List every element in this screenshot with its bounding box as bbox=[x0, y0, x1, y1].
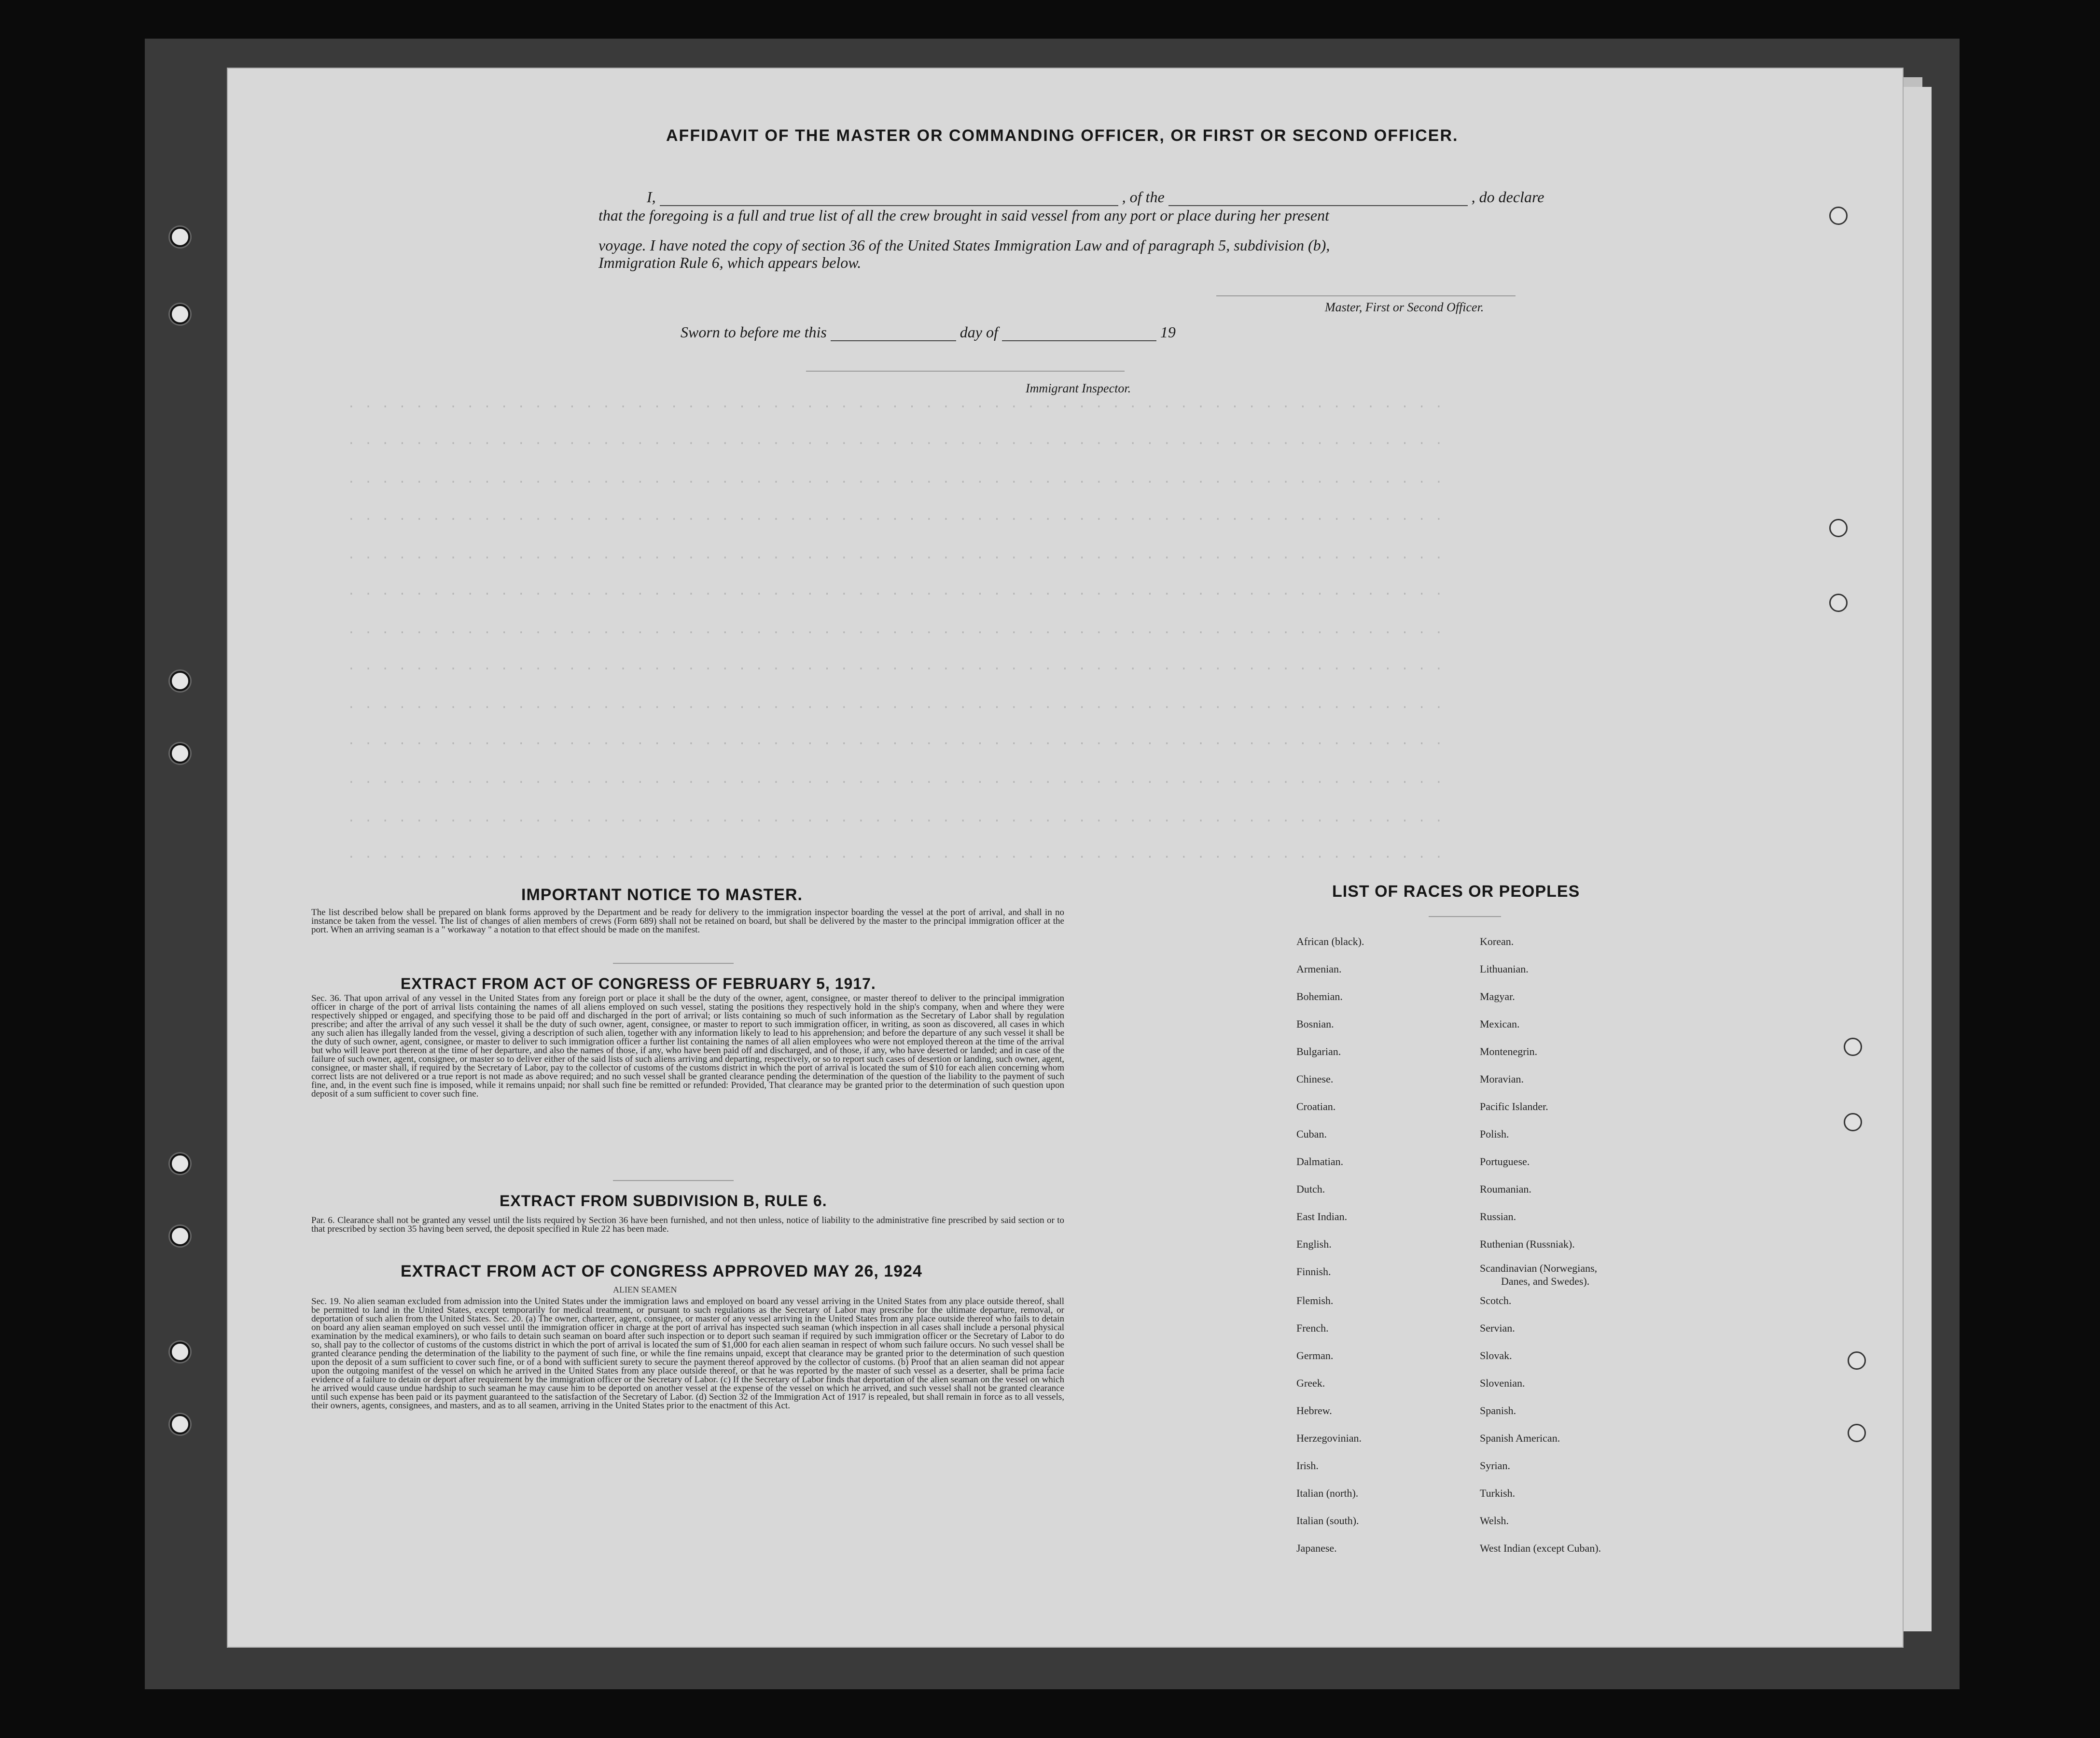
race-item: Slovenian. bbox=[1480, 1377, 1525, 1389]
affidavit-first-line bbox=[647, 188, 1544, 206]
extract-1924-title: EXTRACT FROM ACT OF CONGRESS APPROVED MAY 26, 1924 bbox=[401, 1262, 922, 1280]
race-item: Mexican. bbox=[1480, 1018, 1520, 1030]
day-of-label: day of bbox=[960, 323, 998, 341]
inspector-signature-line[interactable] bbox=[806, 371, 1125, 372]
affidavit-line-1: that the foregoing is a full and true list of all the crew brought in said vessel from any port or place during her present bbox=[598, 207, 1329, 224]
races-title: LIST OF RACES OR PEOPLES bbox=[1332, 882, 1580, 901]
year-label: 19 bbox=[1160, 323, 1176, 341]
race-item: Bosnian. bbox=[1296, 1018, 1334, 1030]
race-item: Italian (north). bbox=[1296, 1487, 1359, 1499]
notice-text: The list described below shall be prepared on blank forms approved by the Department and be ready for delivery to the immigration inspector boarding the vessel at the port of arrival, and shall in no instance be taken from the vessel. The list of changes of alien members of crews (Form 689) shall not be retained on board, but shall be delivered by the master to the principal immigration officer at the port. When an arriving seaman is a " workaway " a notation to that effect should be made on the manifest. bbox=[311, 907, 1064, 935]
race-item: Lithuanian. bbox=[1480, 963, 1529, 975]
race-item: Chinese. bbox=[1296, 1073, 1334, 1085]
punch-hole bbox=[1829, 519, 1848, 537]
extract-1917-text: Sec. 36. That upon arrival of any vessel in the United States from any foreign port or place it shall be the duty of the owner, agent, consignee, or master thereof to deliver to the principal immigration officer in charge of the port of arrival lists containing the names of all aliens employed on such vessel, stating the positions they respectively hold in the ship's company, when and where they were respectively shipped or engaged, and specifying those to be paid off and discharged in the port of arrival; or lists containing so much of such information as the Secretary of Labor shall by regulation prescribe; and after the arrival of any such vessel it shall be the duty of such owner, agent, consignee, or master to report to such immigration officer, in writing, as soon as discovered, all cases in which any such alien has illegally landed from the vessel, giving a description of such alien, together with any information likely to lead to his apprehension; and before the departure of any such vessel it shall be the duty of such owner, agent, consignee, or master to deliver to such immigration officer a further list containing the names of all alien employees who were not employed thereon at the time of the arrival but who will leave port thereon at the time of her departure, and also the names of those, if any, who have been paid off and discharged, and of those, if any, who have deserted or landed; and in case of the failure of such owner, agent, consignee, or master so to deliver either of the said lists of such aliens arriving and departing, respectively, or so to report such cases of desertion or landing, such owner, agent, consignee, or master shall, if required by the Secretary of Labor, pay to the collector of customs of the customs district in which the port of arrival is located the sum of $10 for each alien concerning whom correct lists are not delivered or a true report is not made as above required; and no such vessel shall be granted clearance pending the determination of the question of the liability to the payment of such fine, and, in the event such fine is imposed, while it remains unpaid; nor shall such fine be remitted or refunded: Provided, That clearance may be granted prior to the determination of such question upon deposit of a sum sufficient to cover such fine. bbox=[311, 993, 1064, 1099]
race-item: German. bbox=[1296, 1349, 1334, 1362]
race-item: Hebrew. bbox=[1296, 1404, 1332, 1417]
race-item: Roumanian. bbox=[1480, 1183, 1531, 1195]
alien-seamen-subtitle: ALIEN SEAMEN bbox=[613, 1285, 677, 1294]
race-item: Dutch. bbox=[1296, 1183, 1325, 1195]
race-item: Scotch. bbox=[1480, 1294, 1512, 1307]
race-item: Herzegovinian. bbox=[1296, 1432, 1362, 1444]
affidavit-line-3: Immigration Rule 6, which appears below. bbox=[598, 254, 862, 271]
race-item: Bulgarian. bbox=[1296, 1045, 1341, 1057]
of-the-label: , of the bbox=[1122, 188, 1165, 206]
race-item: Flemish. bbox=[1296, 1294, 1334, 1307]
race-item: Spanish. bbox=[1480, 1404, 1516, 1417]
punch-hole bbox=[1829, 207, 1848, 225]
extract-1924-text: Sec. 19. No alien seaman excluded from admission into the United States under the immigration laws and employed on board any vessel arriving in the United States from any place outside thereof, shall be permitted to land in the United States, except temporarily for medical treatment, or pursuant to such regulations as the Secretary of Labor may prescribe for the ultimate departure, removal, or deportation of such alien from the United States. Sec. 20. (a) The owner, charterer, agent, consignee, or master of any vessel arriving in the United States from any place outside thereof who fails to detain on board any alien seaman employed on such vessel until the immigration officer in charge at the port of arrival has inspected such seaman (which inspection in all cases shall include a personal physical examination by the medical examiners), or who fails to detain such seaman on board after such inspection or to deport such seaman if required by such immigration officer or the Secretary of Labor to do so, shall pay to the collector of customs of the customs district in which the port of arrival is located the sum of $1,000 for each alien seaman in respect of whom such failure occurs. No such vessel shall be granted clearance pending the determination of the liability to the payment of such fine, or while the fine remains unpaid, except that clearance may be granted prior to the determination of such question upon the deposit of a sum sufficient to cover such fine, or of a bond with sufficient surety to secure the payment thereof approved by the collector of customs. (b) Proof that an alien seaman did not appear upon the outgoing manifest of the vessel on which he arrived in the United States from any place outside thereof, or that he was reported by the master of such vessel as a deserter, shall be prima facie evidence of a failure to detain or deport after requirement by the immigration officer or the Secretary of Labor. (c) If the Secretary of Labor finds that deportation of the alien seaman on the vessel on which he arrived would cause undue hardship to such seaman he may cause him to be deported on another vessel at the expense of the vessel on which he arrived, and such vessel shall not be granted clearance until such expense has been paid or its payment guaranteed to the satisfaction of the Secretary of Labor. (d) Section 32 of the Immigration Act of 1917 is repealed, but shall remain in force as to all vessels, their owners, agents, consignees, and masters, and as to all seamen, arriving in the United States prior to the enactment of this Act. bbox=[311, 1296, 1064, 1411]
notice-title: IMPORTANT NOTICE TO MASTER. bbox=[521, 886, 803, 904]
race-item: Cuban. bbox=[1296, 1128, 1327, 1140]
punch-hole bbox=[1844, 1113, 1862, 1131]
race-item: Moravian. bbox=[1480, 1073, 1524, 1085]
race-item: Slovak. bbox=[1480, 1349, 1512, 1362]
race-item: Finnish. bbox=[1296, 1265, 1331, 1278]
punch-hole bbox=[1829, 594, 1848, 612]
extract-1917-title: EXTRACT FROM ACT OF CONGRESS OF FEBRUARY 5, 1917. bbox=[401, 975, 876, 992]
race-item: Irish. bbox=[1296, 1460, 1319, 1472]
affidavit-title: AFFIDAVIT OF THE MASTER OR COMMANDING OFFICER, OR FIRST OR SECOND OFFICER. bbox=[666, 126, 1459, 145]
binding-hole bbox=[170, 1342, 190, 1362]
binding-hole bbox=[170, 1154, 190, 1174]
master-signature-line[interactable] bbox=[1216, 295, 1516, 296]
punch-hole bbox=[1848, 1424, 1866, 1442]
race-item: Syrian. bbox=[1480, 1460, 1510, 1472]
race-item: African (black). bbox=[1296, 935, 1364, 947]
day-blank[interactable] bbox=[831, 326, 956, 341]
race-item: Scandinavian (Norwegians, bbox=[1480, 1262, 1598, 1274]
inspector-label: Immigrant Inspector. bbox=[1026, 381, 1131, 395]
race-item: Korean. bbox=[1480, 935, 1514, 947]
race-item: Italian (south). bbox=[1296, 1515, 1359, 1527]
binding-hole bbox=[170, 743, 190, 764]
sworn-line bbox=[681, 323, 1176, 341]
race-item: Croatian. bbox=[1296, 1100, 1336, 1112]
race-item: Welsh. bbox=[1480, 1515, 1509, 1527]
divider bbox=[1429, 916, 1501, 917]
race-item: East Indian. bbox=[1296, 1210, 1348, 1223]
vessel-blank[interactable] bbox=[1168, 191, 1468, 206]
do-declare-label: , do declare bbox=[1471, 188, 1544, 206]
race-item: Polish. bbox=[1480, 1128, 1509, 1140]
race-item: Magyar. bbox=[1480, 990, 1515, 1002]
race-item: Turkish. bbox=[1480, 1487, 1516, 1499]
race-item: Greek. bbox=[1296, 1377, 1325, 1389]
race-item: Russian. bbox=[1480, 1210, 1516, 1223]
extract-rule6-text: Par. 6. Clearance shall not be granted any vessel until the lists required by Section 36 have been furnished, and not then unless, notice of liability to the administrative fine prescribed by said section or to that prescribed by section 35 having been served, the deposit specified in Rule 22 has been made. bbox=[311, 1215, 1064, 1234]
race-item: Japanese. bbox=[1296, 1542, 1337, 1554]
extract-rule6-title: EXTRACT FROM SUBDIVISION B, RULE 6. bbox=[500, 1192, 827, 1210]
race-item: Pacific Islander. bbox=[1480, 1100, 1548, 1112]
master-signature-label: Master, First or Second Officer. bbox=[1325, 300, 1484, 314]
binding-hole bbox=[170, 1414, 190, 1434]
name-blank[interactable] bbox=[660, 191, 1118, 206]
race-item: Portuguese. bbox=[1480, 1155, 1530, 1168]
binding-hole bbox=[170, 1226, 190, 1246]
race-item: Armenian. bbox=[1296, 963, 1342, 975]
binding-hole bbox=[170, 671, 190, 691]
race-item: West Indian (except Cuban). bbox=[1480, 1542, 1601, 1554]
i-label: I, bbox=[647, 188, 656, 206]
month-blank[interactable] bbox=[1002, 326, 1156, 341]
binding-hole bbox=[170, 227, 190, 247]
race-item: Montenegrin. bbox=[1480, 1045, 1538, 1057]
race-item: Ruthenian (Russniak). bbox=[1480, 1238, 1575, 1250]
race-item: Spanish American. bbox=[1480, 1432, 1560, 1444]
punch-hole bbox=[1844, 1038, 1862, 1056]
divider bbox=[613, 1180, 734, 1181]
affidavit-line-2: voyage. I have noted the copy of section 36 of the United States Immigration Law and of paragraph 5, subdivision (b), bbox=[598, 236, 1330, 254]
race-item: Servian. bbox=[1480, 1322, 1515, 1334]
race-item: French. bbox=[1296, 1322, 1329, 1334]
race-item: Bohemian. bbox=[1296, 990, 1343, 1002]
race-item: Danes, and Swedes). bbox=[1501, 1275, 1590, 1287]
punch-hole bbox=[1848, 1351, 1866, 1370]
divider bbox=[613, 963, 734, 964]
binding-hole bbox=[170, 304, 190, 324]
race-item: English. bbox=[1296, 1238, 1332, 1250]
sworn-label: Sworn to before me this bbox=[681, 323, 827, 341]
race-item: Dalmatian. bbox=[1296, 1155, 1344, 1168]
